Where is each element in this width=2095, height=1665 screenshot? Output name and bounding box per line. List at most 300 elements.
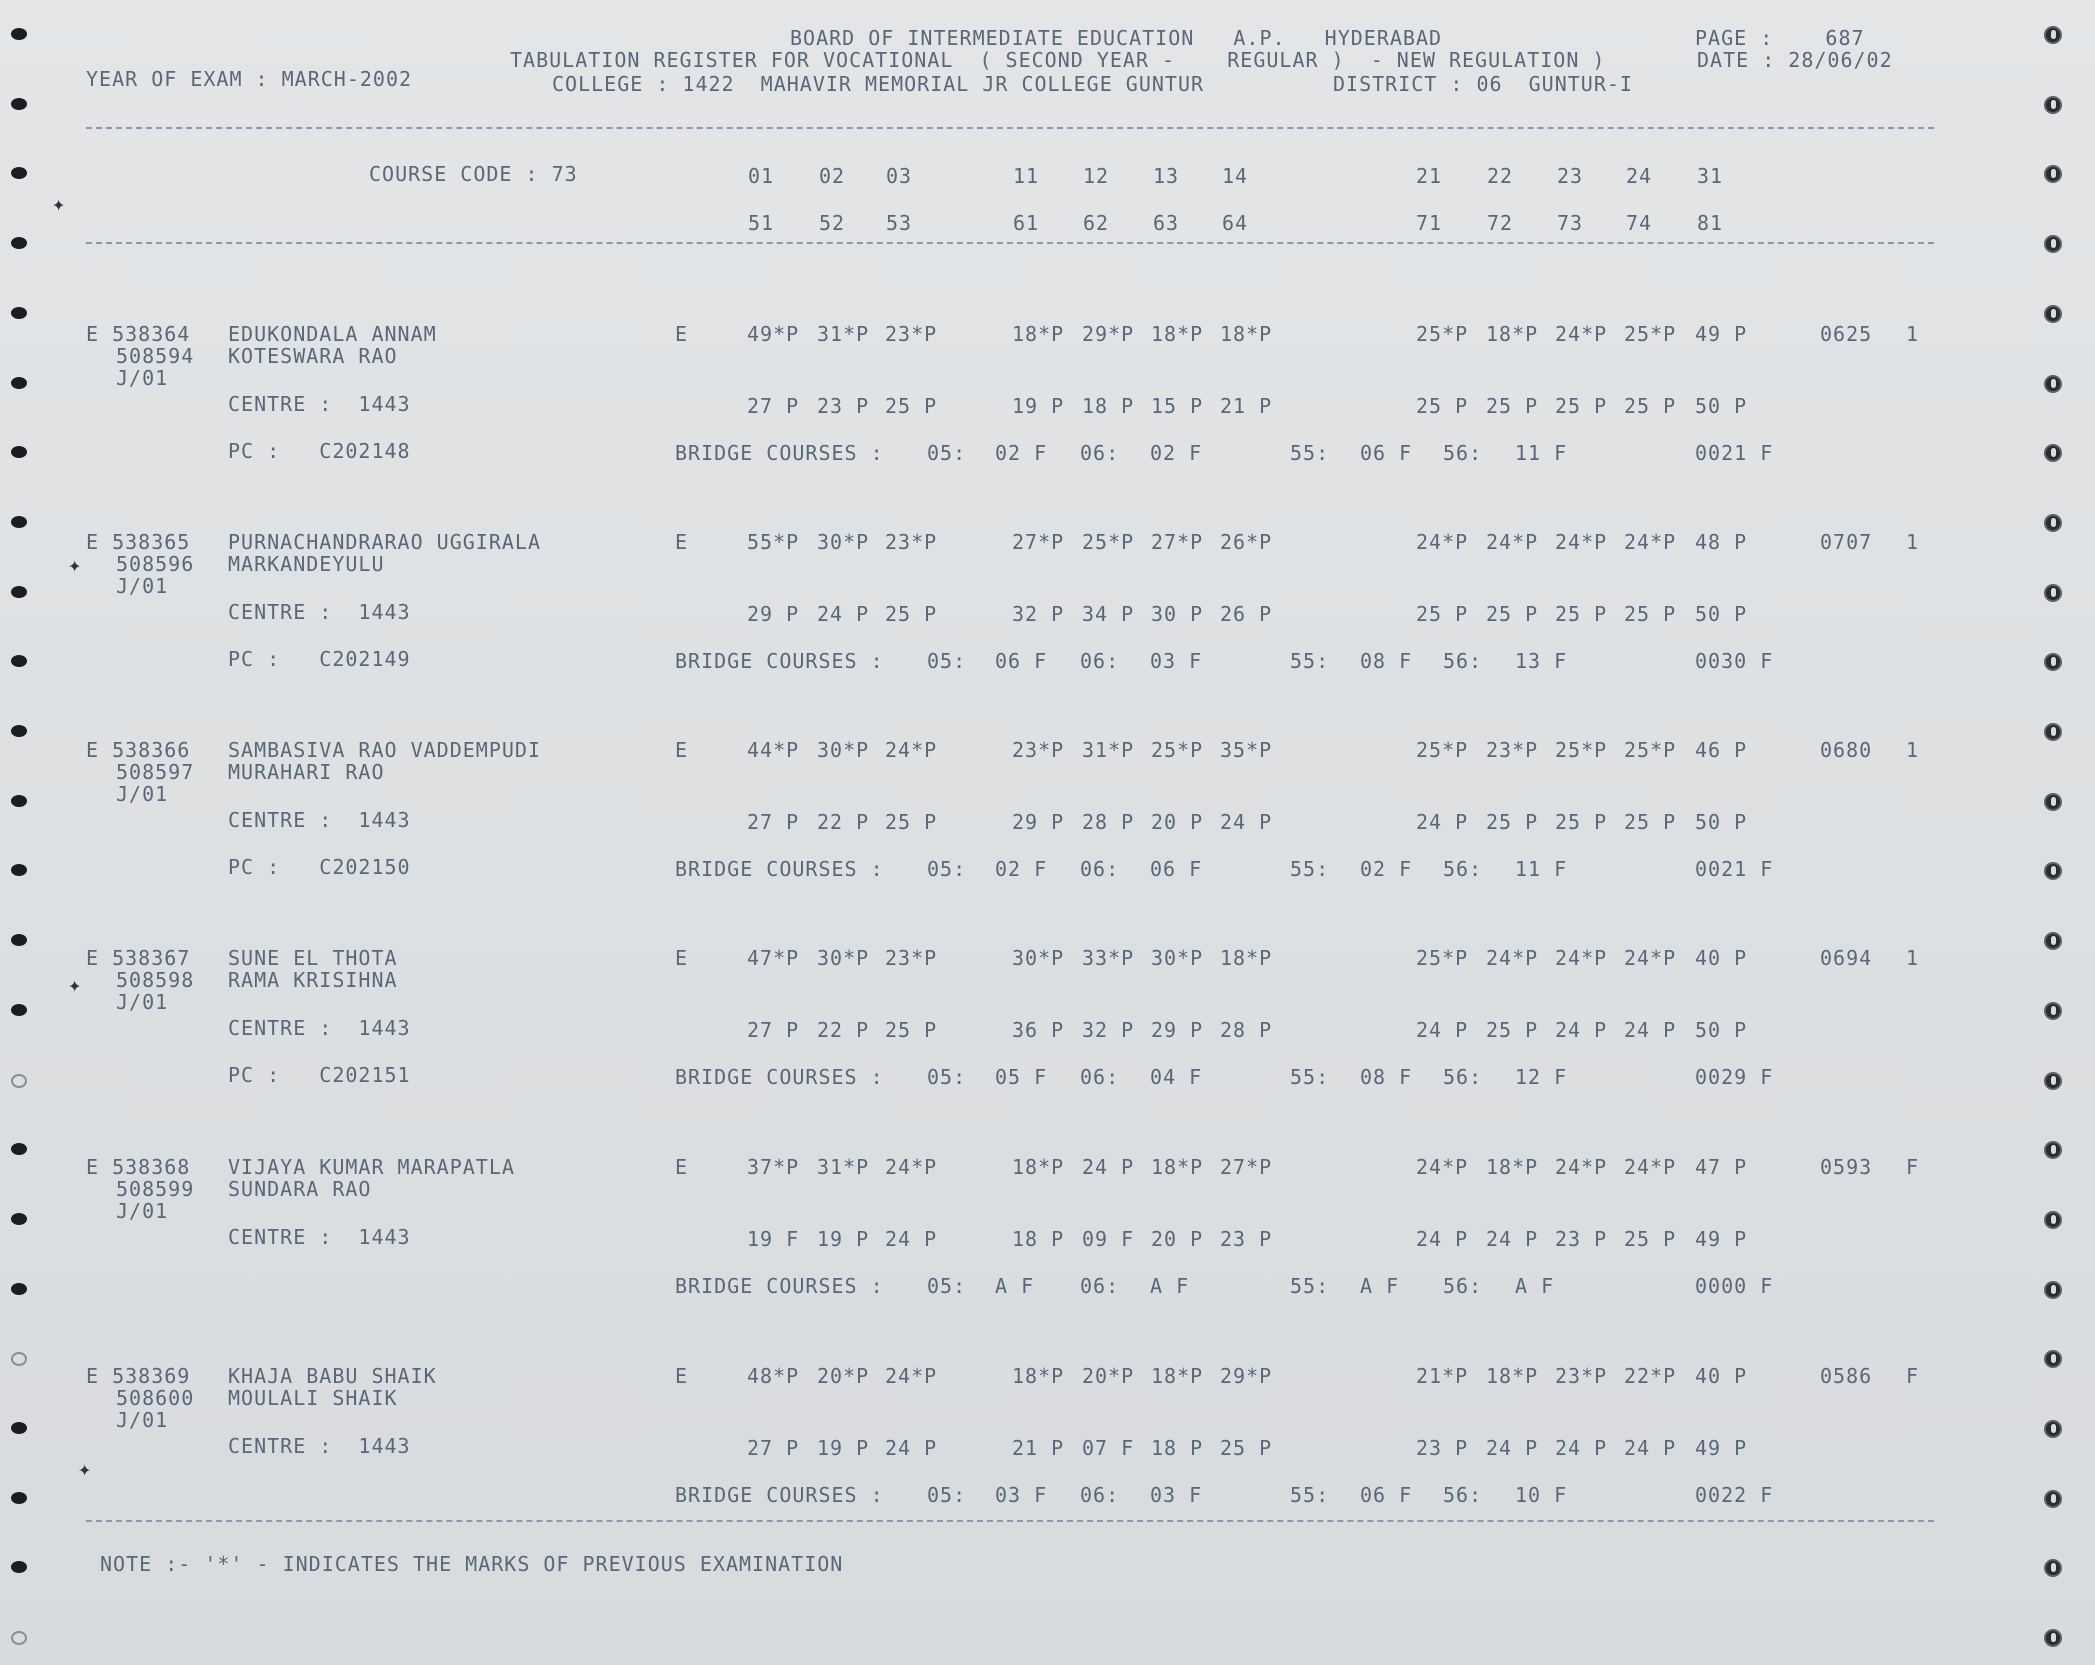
course-code: 02	[819, 164, 846, 188]
parent-name: MOULALI SHAIK	[228, 1386, 398, 1410]
report-date: DATE : 28/06/02	[1697, 48, 1893, 72]
mark-cell: 27 P	[747, 394, 800, 418]
mark-cell: 48*P	[747, 1364, 800, 1388]
mark-cell: 18*P	[1151, 322, 1204, 346]
punch-hole	[11, 1004, 27, 1016]
mark-cell: 25 P	[1624, 394, 1677, 418]
punch-hole	[2044, 862, 2062, 880]
mark-cell: 24 P	[1082, 1155, 1135, 1179]
registration-number: 508596	[116, 552, 195, 576]
punch-hole	[2044, 1350, 2062, 1368]
mark-cell: 32 P	[1012, 602, 1065, 626]
registration-number: 508594	[116, 344, 195, 368]
header-divider	[86, 127, 1934, 129]
course-code: 24	[1626, 164, 1653, 188]
punch-hole	[2044, 793, 2062, 811]
bridge-value-55: A F	[1360, 1274, 1400, 1298]
mark-cell: 07 F	[1082, 1436, 1135, 1460]
page-number: PAGE : 687	[1695, 26, 1865, 50]
mark-cell: 18*P	[1151, 1364, 1204, 1388]
bridge-value-56: 10 F	[1515, 1483, 1568, 1507]
college-name: COLLEGE : 1422 MAHAVIR MEMORIAL JR COLLEGE GUNTUR	[552, 72, 1205, 96]
mark-cell: 25*P	[1416, 946, 1469, 970]
ink-mark: ✦	[52, 192, 66, 217]
bridge-total: 0021 F	[1695, 441, 1774, 465]
bridge-value-56: 11 F	[1515, 857, 1568, 881]
mark-cell: 49 P	[1695, 1227, 1748, 1251]
mark-cell: 21*P	[1416, 1364, 1469, 1388]
bridge-courses-label: BRIDGE COURSES :	[675, 441, 884, 465]
mark-cell: 18*P	[1012, 322, 1065, 346]
mark-cell: 28 P	[1220, 1018, 1273, 1042]
mark-cell: 30*P	[817, 738, 870, 762]
bridge-code-05: 05:	[927, 441, 967, 465]
mark-cell: 25*P	[1624, 322, 1677, 346]
bridge-courses-label: BRIDGE COURSES :	[675, 649, 884, 673]
punch-hole	[11, 1631, 27, 1645]
course-code: 61	[1013, 211, 1040, 235]
year-of-exam: YEAR OF EXAM : MARCH-2002	[86, 67, 413, 91]
bridge-value-56: 11 F	[1515, 441, 1568, 465]
course-code: 71	[1416, 211, 1443, 235]
bridge-value-06: 04 F	[1150, 1065, 1203, 1089]
registration-number: 508597	[116, 760, 195, 784]
mark-cell: 47 P	[1695, 1155, 1748, 1179]
punch-hole	[11, 586, 27, 598]
course-code: 12	[1083, 164, 1110, 188]
mark-cell: 18*P	[1151, 1155, 1204, 1179]
parent-name: SUNDARA RAO	[228, 1177, 372, 1201]
punch-hole	[2044, 165, 2062, 183]
group-code: J/01	[116, 1408, 169, 1432]
mark-cell: 23*P	[1486, 738, 1539, 762]
mark-cell: 25 P	[1486, 394, 1539, 418]
punch-hole	[2044, 1002, 2062, 1020]
bridge-value-06: 03 F	[1150, 649, 1203, 673]
medium: E	[675, 738, 689, 762]
centre-code: CENTRE : 1443	[228, 392, 411, 416]
punch-hole	[11, 934, 27, 946]
punch-hole	[11, 1492, 27, 1504]
mark-cell: 24 P	[1486, 1436, 1539, 1460]
mark-cell: 19 P	[817, 1227, 870, 1251]
bridge-code-56: 56:	[1443, 1483, 1483, 1507]
course-code: 11	[1013, 164, 1040, 188]
mark-cell: 23*P	[1012, 738, 1065, 762]
bridge-total: 0030 F	[1695, 649, 1774, 673]
centre-code: CENTRE : 1443	[228, 1225, 411, 1249]
mark-cell: 23 P	[1555, 1227, 1608, 1251]
mark-cell: 25 P	[1555, 394, 1608, 418]
mark-cell: 25 P	[885, 810, 938, 834]
result: 1	[1906, 738, 1920, 762]
hall-ticket-number: E 538367	[86, 946, 191, 970]
mark-cell: 29 P	[747, 602, 800, 626]
ink-mark: ✦	[78, 1457, 92, 1482]
mark-cell: 25 P	[1624, 602, 1677, 626]
hall-ticket-number: E 538364	[86, 322, 191, 346]
mark-cell: 24*P	[1624, 946, 1677, 970]
punch-hole	[11, 1283, 27, 1295]
mark-cell: 24 P	[1555, 1018, 1608, 1042]
punch-hole	[11, 377, 27, 389]
group-code: J/01	[116, 574, 169, 598]
registration-number: 508598	[116, 968, 195, 992]
mark-cell: 24 P	[1486, 1227, 1539, 1251]
punch-hole	[11, 1143, 27, 1155]
mark-cell: 24 P	[1555, 1436, 1608, 1460]
bridge-value-56: 12 F	[1515, 1065, 1568, 1089]
student-name: SUNE EL THOTA	[228, 946, 398, 970]
mark-cell: 50 P	[1695, 810, 1748, 834]
mark-cell: 31*P	[817, 1155, 870, 1179]
mark-cell: 25 P	[1220, 1436, 1273, 1460]
bridge-code-56: 56:	[1443, 1274, 1483, 1298]
mark-cell: 44*P	[747, 738, 800, 762]
bridge-code-05: 05:	[927, 649, 967, 673]
footer-divider	[86, 1520, 1934, 1522]
bridge-value-55: 06 F	[1360, 441, 1413, 465]
parent-name: KOTESWARA RAO	[228, 344, 398, 368]
mark-cell: 24 P	[1416, 810, 1469, 834]
mark-cell: 24 P	[1416, 1227, 1469, 1251]
bridge-code-06: 06:	[1080, 857, 1120, 881]
mark-cell: 40 P	[1695, 946, 1748, 970]
mark-cell: 27*P	[1220, 1155, 1273, 1179]
mark-cell: 20 P	[1151, 810, 1204, 834]
mark-cell: 40 P	[1695, 1364, 1748, 1388]
course-code: 14	[1222, 164, 1249, 188]
mark-cell: 49 P	[1695, 322, 1748, 346]
mark-cell: 24*P	[1555, 946, 1608, 970]
mark-cell: 25 P	[1486, 1018, 1539, 1042]
punch-hole	[2044, 1141, 2062, 1159]
parent-name: MARKANDEYULU	[228, 552, 385, 576]
mark-cell: 19 F	[747, 1227, 800, 1251]
bridge-code-06: 06:	[1080, 1483, 1120, 1507]
course-code: 51	[748, 211, 775, 235]
grand-total: 0707	[1820, 530, 1873, 554]
bridge-courses-label: BRIDGE COURSES :	[675, 1274, 884, 1298]
group-code: J/01	[116, 782, 169, 806]
punch-hole	[2044, 1072, 2062, 1090]
bridge-total: 0000 F	[1695, 1274, 1774, 1298]
centre-code: CENTRE : 1443	[228, 1016, 411, 1040]
mark-cell: 26*P	[1220, 530, 1273, 554]
district-name: DISTRICT : 06 GUNTUR-I	[1333, 72, 1633, 96]
mark-cell: 25*P	[1624, 738, 1677, 762]
course-code: 63	[1153, 211, 1180, 235]
mark-cell: 23 P	[1416, 1436, 1469, 1460]
bridge-code-55: 55:	[1290, 1065, 1330, 1089]
punch-hole	[2044, 375, 2062, 393]
register-title: TABULATION REGISTER FOR VOCATIONAL ( SECOND YEAR - REGULAR ) - NEW REGULATION )	[510, 48, 1606, 72]
mark-cell: 22*P	[1624, 1364, 1677, 1388]
bridge-code-06: 06:	[1080, 441, 1120, 465]
centre-code: CENTRE : 1443	[228, 808, 411, 832]
bridge-code-55: 55:	[1290, 1483, 1330, 1507]
registration-number: 508600	[116, 1386, 195, 1410]
mark-cell: 29*P	[1082, 322, 1135, 346]
bridge-value-06: 02 F	[1150, 441, 1203, 465]
mark-cell: 46 P	[1695, 738, 1748, 762]
mark-cell: 18*P	[1012, 1364, 1065, 1388]
punch-hole	[11, 655, 27, 667]
punch-hole	[11, 1561, 27, 1573]
mark-cell: 24*P	[1555, 1155, 1608, 1179]
bridge-code-56: 56:	[1443, 441, 1483, 465]
grand-total: 0625	[1820, 322, 1873, 346]
punch-hole	[11, 307, 27, 319]
mark-cell: 25*P	[1555, 738, 1608, 762]
bridge-value-55: 08 F	[1360, 1065, 1413, 1089]
mark-cell: 24 P	[1624, 1436, 1677, 1460]
bridge-value-05: 06 F	[995, 649, 1048, 673]
mark-cell: 37*P	[747, 1155, 800, 1179]
bridge-value-05: 02 F	[995, 857, 1048, 881]
mark-cell: 24*P	[885, 738, 938, 762]
board-title: BOARD OF INTERMEDIATE EDUCATION A.P. HYDERABAD	[790, 26, 1443, 50]
bridge-code-55: 55:	[1290, 649, 1330, 673]
footnote: NOTE :- '*' - INDICATES THE MARKS OF PREVIOUS EXAMINATION	[100, 1552, 844, 1576]
result: 1	[1906, 530, 1920, 554]
course-code: 81	[1697, 211, 1724, 235]
bridge-value-56: A F	[1515, 1274, 1555, 1298]
mark-cell: 24 P	[1416, 1018, 1469, 1042]
student-name: KHAJA BABU SHAIK	[228, 1364, 437, 1388]
result: F	[1906, 1364, 1920, 1388]
pc-number: PC : C202149	[228, 647, 411, 671]
mark-cell: 18 P	[1151, 1436, 1204, 1460]
result: F	[1906, 1155, 1920, 1179]
mark-cell: 18*P	[1486, 322, 1539, 346]
group-code: J/01	[116, 990, 169, 1014]
mark-cell: 20 P	[1151, 1227, 1204, 1251]
mark-cell: 24 P	[1220, 810, 1273, 834]
mark-cell: 25*P	[1416, 322, 1469, 346]
mark-cell: 18*P	[1486, 1364, 1539, 1388]
course-code: 62	[1083, 211, 1110, 235]
bridge-value-06: 03 F	[1150, 1483, 1203, 1507]
bridge-value-55: 08 F	[1360, 649, 1413, 673]
mark-cell: 25 P	[1486, 810, 1539, 834]
bridge-courses-label: BRIDGE COURSES :	[675, 1483, 884, 1507]
grand-total: 0680	[1820, 738, 1873, 762]
mark-cell: 24 P	[817, 602, 870, 626]
bridge-code-05: 05:	[927, 1065, 967, 1089]
course-code: 64	[1222, 211, 1249, 235]
mark-cell: 18 P	[1082, 394, 1135, 418]
hall-ticket-number: E 538365	[86, 530, 191, 554]
mark-cell: 25 P	[885, 602, 938, 626]
pc-number: PC : C202150	[228, 855, 411, 879]
punch-hole	[2044, 235, 2062, 253]
mark-cell: 24*P	[1416, 1155, 1469, 1179]
mark-cell: 24*P	[885, 1155, 938, 1179]
grand-total: 0694	[1820, 946, 1873, 970]
mark-cell: 22 P	[817, 810, 870, 834]
punch-hole	[2044, 1211, 2062, 1229]
bridge-code-56: 56:	[1443, 1065, 1483, 1089]
mark-cell: 25 P	[1486, 602, 1539, 626]
parent-name: MURAHARI RAO	[228, 760, 385, 784]
course-code: 13	[1153, 164, 1180, 188]
mark-cell: 24 P	[885, 1436, 938, 1460]
pc-number: PC : C202148	[228, 439, 411, 463]
punch-hole	[2044, 444, 2062, 462]
mark-cell: 50 P	[1695, 1018, 1748, 1042]
bridge-value-05: 02 F	[995, 441, 1048, 465]
bridge-value-05: A F	[995, 1274, 1035, 1298]
mark-cell: 21 P	[1220, 394, 1273, 418]
mark-cell: 32 P	[1082, 1018, 1135, 1042]
punch-hole	[2044, 514, 2062, 532]
medium: E	[675, 946, 689, 970]
mark-cell: 25*P	[1151, 738, 1204, 762]
punch-hole	[2044, 1420, 2062, 1438]
punch-hole	[11, 28, 27, 40]
course-code: 03	[886, 164, 913, 188]
registration-number: 508599	[116, 1177, 195, 1201]
punch-hole	[11, 446, 27, 458]
punch-hole	[2044, 1281, 2062, 1299]
mark-cell: 19 P	[1012, 394, 1065, 418]
punch-hole	[2044, 96, 2062, 114]
ink-mark: ✦	[68, 553, 82, 578]
mark-cell: 34 P	[1082, 602, 1135, 626]
mark-cell: 55*P	[747, 530, 800, 554]
mark-cell: 28 P	[1082, 810, 1135, 834]
punch-hole	[11, 1422, 27, 1434]
mark-cell: 18 P	[1012, 1227, 1065, 1251]
course-code: 73	[1557, 211, 1584, 235]
mark-cell: 20*P	[1082, 1364, 1135, 1388]
bridge-value-05: 05 F	[995, 1065, 1048, 1089]
group-code: J/01	[116, 366, 169, 390]
mark-cell: 21 P	[1012, 1436, 1065, 1460]
mark-cell: 27*P	[1151, 530, 1204, 554]
punch-hole	[2044, 723, 2062, 741]
mark-cell: 25*P	[1082, 530, 1135, 554]
mark-cell: 26 P	[1220, 602, 1273, 626]
bridge-code-05: 05:	[927, 1483, 967, 1507]
result: 1	[1906, 946, 1920, 970]
mark-cell: 48 P	[1695, 530, 1748, 554]
mark-cell: 25 P	[1416, 602, 1469, 626]
punch-hole	[11, 237, 27, 249]
mark-cell: 31*P	[817, 322, 870, 346]
pc-number: PC : C202151	[228, 1063, 411, 1087]
mark-cell: 50 P	[1695, 602, 1748, 626]
punch-hole	[11, 1213, 27, 1225]
bridge-code-55: 55:	[1290, 441, 1330, 465]
mark-cell: 30*P	[1151, 946, 1204, 970]
punch-hole	[2044, 1629, 2062, 1647]
hall-ticket-number: E 538366	[86, 738, 191, 762]
course-code: 53	[886, 211, 913, 235]
bridge-courses-label: BRIDGE COURSES :	[675, 857, 884, 881]
group-code: J/01	[116, 1199, 169, 1223]
punch-hole	[11, 1352, 27, 1366]
course-code: 52	[819, 211, 846, 235]
bridge-total: 0022 F	[1695, 1483, 1774, 1507]
punch-hole	[2044, 1490, 2062, 1508]
parent-name: RAMA KRISIHNA	[228, 968, 398, 992]
punch-hole	[11, 167, 27, 179]
bridge-code-56: 56:	[1443, 857, 1483, 881]
bridge-value-06: A F	[1150, 1274, 1190, 1298]
bridge-value-05: 03 F	[995, 1483, 1048, 1507]
mark-cell: 19 P	[817, 1436, 870, 1460]
mark-cell: 15 P	[1151, 394, 1204, 418]
punch-hole	[11, 516, 27, 528]
punch-hole	[2044, 932, 2062, 950]
mark-cell: 18*P	[1012, 1155, 1065, 1179]
punch-hole	[11, 795, 27, 807]
centre-code: CENTRE : 1443	[228, 600, 411, 624]
centre-code: CENTRE : 1443	[228, 1434, 411, 1458]
mark-cell: 49*P	[747, 322, 800, 346]
mark-cell: 27 P	[747, 810, 800, 834]
mark-cell: 33*P	[1082, 946, 1135, 970]
mark-cell: 50 P	[1695, 394, 1748, 418]
course-code: 22	[1487, 164, 1514, 188]
result: 1	[1906, 322, 1920, 346]
course-code: 01	[748, 164, 775, 188]
mark-cell: 31*P	[1082, 738, 1135, 762]
medium: E	[675, 1155, 689, 1179]
student-name: SAMBASIVA RAO VADDEMPUDI	[228, 738, 541, 762]
mark-cell: 09 F	[1082, 1227, 1135, 1251]
student-name: VIJAYA KUMAR MARAPATLA	[228, 1155, 515, 1179]
mark-cell: 25 P	[1555, 810, 1608, 834]
mark-cell: 47*P	[747, 946, 800, 970]
bridge-code-05: 05:	[927, 857, 967, 881]
bridge-total: 0021 F	[1695, 857, 1774, 881]
student-name: EDUKONDALA ANNAM	[228, 322, 437, 346]
bridge-value-06: 06 F	[1150, 857, 1203, 881]
mark-cell: 18*P	[1220, 946, 1273, 970]
punch-hole	[2044, 26, 2062, 44]
mark-cell: 30*P	[817, 946, 870, 970]
mark-cell: 24 P	[1624, 1018, 1677, 1042]
student-name: PURNACHANDRARAO UGGIRALA	[228, 530, 541, 554]
mark-cell: 25 P	[885, 394, 938, 418]
bridge-code-55: 55:	[1290, 857, 1330, 881]
bridge-total: 0029 F	[1695, 1065, 1774, 1089]
mark-cell: 49 P	[1695, 1436, 1748, 1460]
mark-cell: 30 P	[1151, 602, 1204, 626]
course-code: 72	[1487, 211, 1514, 235]
punch-hole	[11, 98, 27, 110]
mark-cell: 18*P	[1486, 1155, 1539, 1179]
grand-total: 0593	[1820, 1155, 1873, 1179]
mark-cell: 18*P	[1220, 322, 1273, 346]
mark-cell: 30*P	[1012, 946, 1065, 970]
bridge-value-56: 13 F	[1515, 649, 1568, 673]
bridge-code-55: 55:	[1290, 1274, 1330, 1298]
bridge-code-05: 05:	[927, 1274, 967, 1298]
course-code-label: COURSE CODE : 73	[369, 162, 578, 186]
mark-cell: 23*P	[1555, 1364, 1608, 1388]
punch-hole	[2044, 584, 2062, 602]
bridge-code-06: 06:	[1080, 1065, 1120, 1089]
course-code: 31	[1697, 164, 1724, 188]
mark-cell: 25*P	[1416, 738, 1469, 762]
mark-cell: 23*P	[885, 530, 938, 554]
course-code: 74	[1626, 211, 1653, 235]
hall-ticket-number: E 538369	[86, 1364, 191, 1388]
